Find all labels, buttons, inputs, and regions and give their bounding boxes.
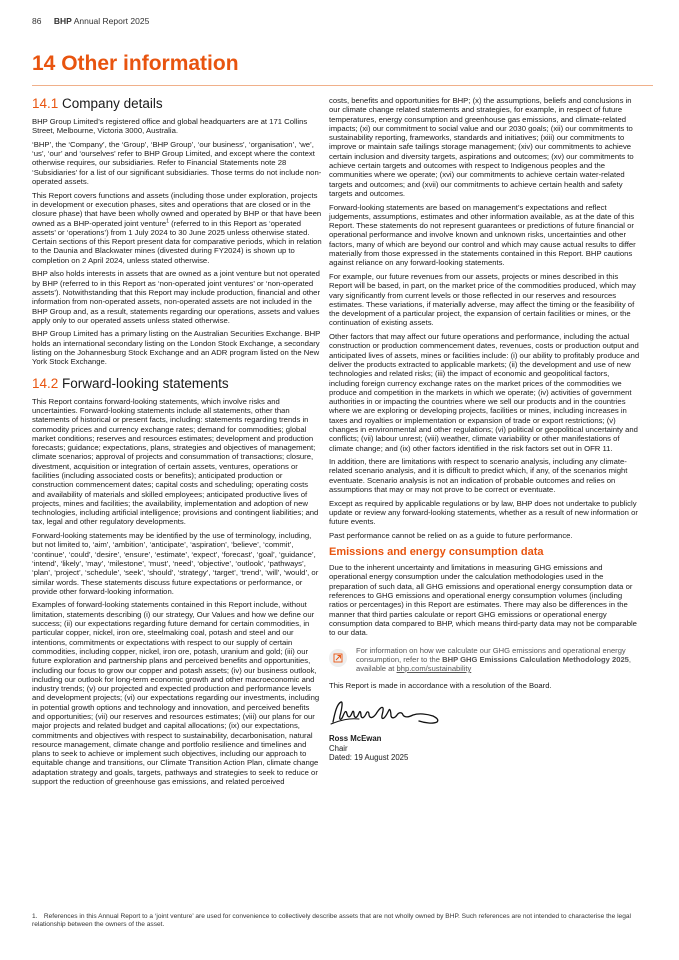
callout-text (356, 646, 641, 674)
left-column (32, 94, 322, 791)
header-brand: BHP (53, 16, 72, 26)
section-title: Forward-looking statements (62, 375, 229, 391)
section-title: Company details (62, 96, 163, 111)
section-14-2-heading (32, 376, 322, 392)
section-14-1-heading (32, 96, 322, 112)
footnote-text: References in this Annual Report to a ‘joint venture’ are used for convenience to collectively describe assets that are not wholly owned by BHP. Such references are not intended to characterise the legal relationship between the owners of the asset. (32, 913, 632, 928)
title-divider (32, 85, 653, 86)
definitions-paragraph: ‘BHP’, the ‘Company’, the ‘Group’, ‘BHP Group’, ‘our business’, ‘organisation’, ‘we’, ‘us’, ‘our’ and ‘ourselves’ refer to BHP Group Limited, and except where the context otherwise requires, our subsidiaries. Refer to Financial Statements note 28 ‘Subsidiaries’ for a list of our significant subsidiaries. Those terms do not include non-operated assets. (32, 139, 322, 187)
fls-other-factors-paragraph: Other factors that may affect our future operations and performance, including the actual construction or production commencement dates, revenues, costs or production output and anticipated lives of assets, mines or facilities include: (i) our ability to profitably produce and deliver the products extracted to applicable markets; (ii) the development and use of new technologies and related risks; (iii) the impact of economic and geopolitical factors, including foreign currency exchange rates on the market prices of the commodities we produce and competition in the markets in which we operate; (iv) activities of government authorities in or impacting the countries where we sell our products and in the countries where we are exploring or developing projects, facilities or mines, including increases in taxes and royalties or implementation or expansion of trade or export restrictions; (v) changes in environmental and other regulations; (vi) political or geopolitical uncertainty and conflicts; (vii) labour unrest; (viii) weather, climate variability or other manifestations of climate change; and (ix) other factors identified in the risk factors set out in OFR 11. (329, 332, 640, 453)
signature-image (329, 696, 641, 730)
signer-name: Ross McEwan (329, 734, 382, 744)
sustainability-link[interactable]: bhp.com/sustainability (396, 663, 472, 673)
footnote (32, 913, 632, 929)
no-update-paragraph: Except as required by applicable regulations or by law, BHP does not undertake to publicly update or review any forward-looking statements, whether as a result of new information or future events. (329, 498, 638, 527)
signature-date: Dated: 19 August 2025 (329, 753, 409, 763)
callout-text-a: For information on how we calculate our GHG emissions and operational energy consumption, refer to the (356, 645, 626, 664)
methodology-document-title: BHP GHG Emissions Calculation Methodology 2025 (442, 654, 629, 664)
scenario-limitations-paragraph: In addition, there are limitations with respect to scenario analysis, including any climate-related scenario analysis, and it is difficult to predict which, if any, of the scenarios might eventuate. Scenario analysis is not an indication of probable outcomes and relies on assumptions that may or may not prove to be correct or eventuate. (329, 457, 628, 495)
past-performance-paragraph: Past performance cannot be relied on as a guide to future performance. (329, 530, 573, 540)
right-column (329, 96, 641, 763)
fls-terminology-paragraph: Forward-looking statements may be identified by the use of terminology, including, but not limited to, ‘aim’, ‘ambition’, ‘anticipate’, ‘aspiration’, ‘believe’, ‘commit’, ‘continue’, ‘could’, ‘desire’, ‘ensure’, ‘estimate’, ‘expect’, ‘forecast’, ‘goal’, ‘guidance’, ‘intend’, ‘likely’, ‘may’, ‘milestone’, ‘must’, ‘need’, ‘objective’, ‘outlook’, ‘pathways’, ‘plan’, ‘project’, ‘schedule’, ‘seek’, ‘should’, ‘strategy’, ‘target’, ‘trend’, ‘will’, ‘would’, or similar words. These statements discuss future expectations or performance, or provide other forward-looking information. (32, 531, 319, 596)
section-number: 14.2 (32, 375, 59, 391)
callout-text-c: , available at (356, 654, 632, 673)
listing-paragraph: BHP Group Limited has a primary listing on the Australian Securities Exchange. BHP holds an international secondary listing on the London Stock Exchange, a secondary listing on the Johannesburg Stock Exchange and an ADR program listed on the New York Stock Exchange. (32, 329, 321, 367)
footnote-marker: 1 (166, 218, 169, 224)
fls-basis-paragraph: Forward-looking statements are based on management’s expectations and reflect judgements, assumptions, estimates and other information available, as at the date of this Report. These statements do not represent guarantees or predictions of future financial or operational performance and involve known and unknown risks, uncertainties and other factors, many of which are beyond our control and which may cause actual results to differ materially from those expressed in the statements contained in this Report. BHP cautions against reliance on any forward-looking statements. (329, 202, 636, 268)
fls-examples-paragraph: Examples of forward-looking statements contained in this Report include, without limitation, statements describing (i) our strategy, Our Values and how we define our success; (ii) our expectations regarding future demand for certain commodities, in particular copper, nickel, iron ore, steelmaking coal, potash and steel and our intentions, commitments or expectations with respect to our supply of certain commodities, including copper, nickel, iron ore, potash, uranium and gold; (iii) our future exploration and partnership plans and perceived benefits and opportunities, including our focus to grow our copper and potash assets; (iv) our business outlook, including our outlook for long-term economic growth and other macroeconomic and industry trends; (v) our projected and expected production and performance levels and development projects; (vi) our expectations regarding our investments, including in potential growth options and technology and innovation, and perceived benefits and opportunities; (vii) our reserves and resources estimates; (viii) our plans for our major projects and related budget and capital allocations; (ix) our expectations, commitments and objectives with respect to sustainability, decarbonisation, natural resource management, climate change and portfolio resilience and timelines and plans to seek to achieve or implement such objectives, including our approach to equitable change and transitions, our Climate Transition Action Plan, climate change adaptation strategy and goals, targets, pathways and strategies to seek to reduce or support the reduction of greenhouse gas emissions, and related perceived (32, 600, 320, 787)
signer-block (329, 734, 641, 762)
fls-intro-paragraph: This Report contains forward-looking statements, which involve risks and uncertainties. Forward-looking statements include all statements, other than statements of historical or present facts, including: statements regarding trends in commodity prices and currency exchange rates; demand for commodities; global market conditions; reserves and resources estimates; development and production forecasts; guidance; expectations, plans, strategies and objectives of management; climate scenarios; approval of projects and consummation of transactions; closure, divestment, acquisition or integration of certain assets, ventures, operations or facilities (including associated costs or benefits); anticipated production or construction commencement dates; capital costs and scheduling; operating costs and availability of materials and skilled employees; anticipated productive lives of projects, mines and facilities; the availability, implementation and adoption of new technologies, including artificial intelligence; provisions and contingent liabilities; and tax, legal and other regulatory developments. (32, 396, 319, 527)
board-resolution-paragraph: This Report is made in accordance with a resolution of the Board. (329, 681, 552, 691)
header-report-name: Annual Report 2025 (73, 16, 150, 26)
page-title: 14 Other information (32, 52, 239, 75)
emissions-heading: Emissions and energy consumption data (329, 546, 544, 559)
page-number: 86 (32, 16, 42, 26)
company-address-paragraph: BHP Group Limited’s registered office and global headquarters are at 171 Collins Street, Melbourne, Victoria 3000, Australia. (32, 117, 308, 136)
page-header (32, 16, 149, 26)
footnote-number: 1. (32, 913, 38, 920)
emissions-paragraph: Due to the inherent uncertainty and limitations in measuring GHG emissions and operational energy consumption under the calculation methodologies used in the preparation of such data, all GHG emissions and operational energy consumption data or references to GHG emissions and operational energy consumption volumes (including ratios or percentages) in this Report are estimates. There may also be differences in the manner that third parties calculate or report GHG emissions or operational energy consumption data compared to BHP, which means third-party data may not be comparable to our data. (329, 563, 637, 638)
report-scope-paragraph (32, 191, 322, 265)
non-operated-paragraph: BHP also holds interests in assets that are owned as a joint venture but not operated by BHP (referred to in this Report as ‘non-operated joint ventures’ or ‘non-operated assets’). Notwithstanding that this Report may include production, financial and other information from non-operated assets, non-operated assets are not included in the BHP Group and, as a result, statements regarding our operations, assets and values apply only to our operated assets unless stated otherwise. (32, 269, 321, 325)
fls-revenue-example-paragraph: For example, our future revenues from our assets, projects or mines described in this Report will be based, in part, on the market price of the commodities produced, which may vary significantly from current levels or those reflected in our reserves and resources estimates. These variations, if materially adverse, may affect the timing or the feasibility of the development of a particular project, the expansion of certain facilities or mines, or the continuation of existing assets. (329, 271, 636, 328)
section-number: 14.1 (32, 96, 59, 111)
signer-role: Chair (329, 743, 348, 753)
methodology-callout (329, 644, 641, 674)
external-link-icon (329, 649, 347, 667)
scope-text-a: This Report covers functions and assets (including those under exploration, projects in development or execution phases, sites and operations that are closed or in the closure phase) that have been wholly owned and operated by BHP or that have been owned as a BHP-operated joint venture (32, 190, 322, 228)
fls-examples-continued: costs, benefits and opportunities for BHP; (x) the assumptions, beliefs and conclusions in our climate change related statements and strategies, for example, in respect of future temperatures, energy consumption and greenhouse gas emissions, and climate-related impacts; (xi) our commitment to social value and our 2030 goals; (xii) our commitments to sustainability reporting, frameworks, standards and initiatives; (xiii) our commitments to improve or maintain safe tailings storage management; (xiv) our commitments to achieve certain inclusion and diversity targets, aspirations and outcomes; (xv) our commitments to achieve certain targets and outcomes with respect to Indigenous peoples and the communities where we operate; (xvi) our commitments to achieve certain water-related targets and outcomes; and (xvii) our commitments to achieve certain health and safety targets and outcomes. (329, 96, 634, 198)
scope-text-b: (referred to in this Report as ‘operated assets’ or ‘operations’) from 1 July 2024 to 30 June 2025 unless otherwise stated. Certain sections of this Report present data for comparative periods, which in relation to the Daunia and Blackwater mines (divested during FY2024) is shown up to completion on 2 April 2024, unless stated otherwise. (32, 218, 322, 265)
